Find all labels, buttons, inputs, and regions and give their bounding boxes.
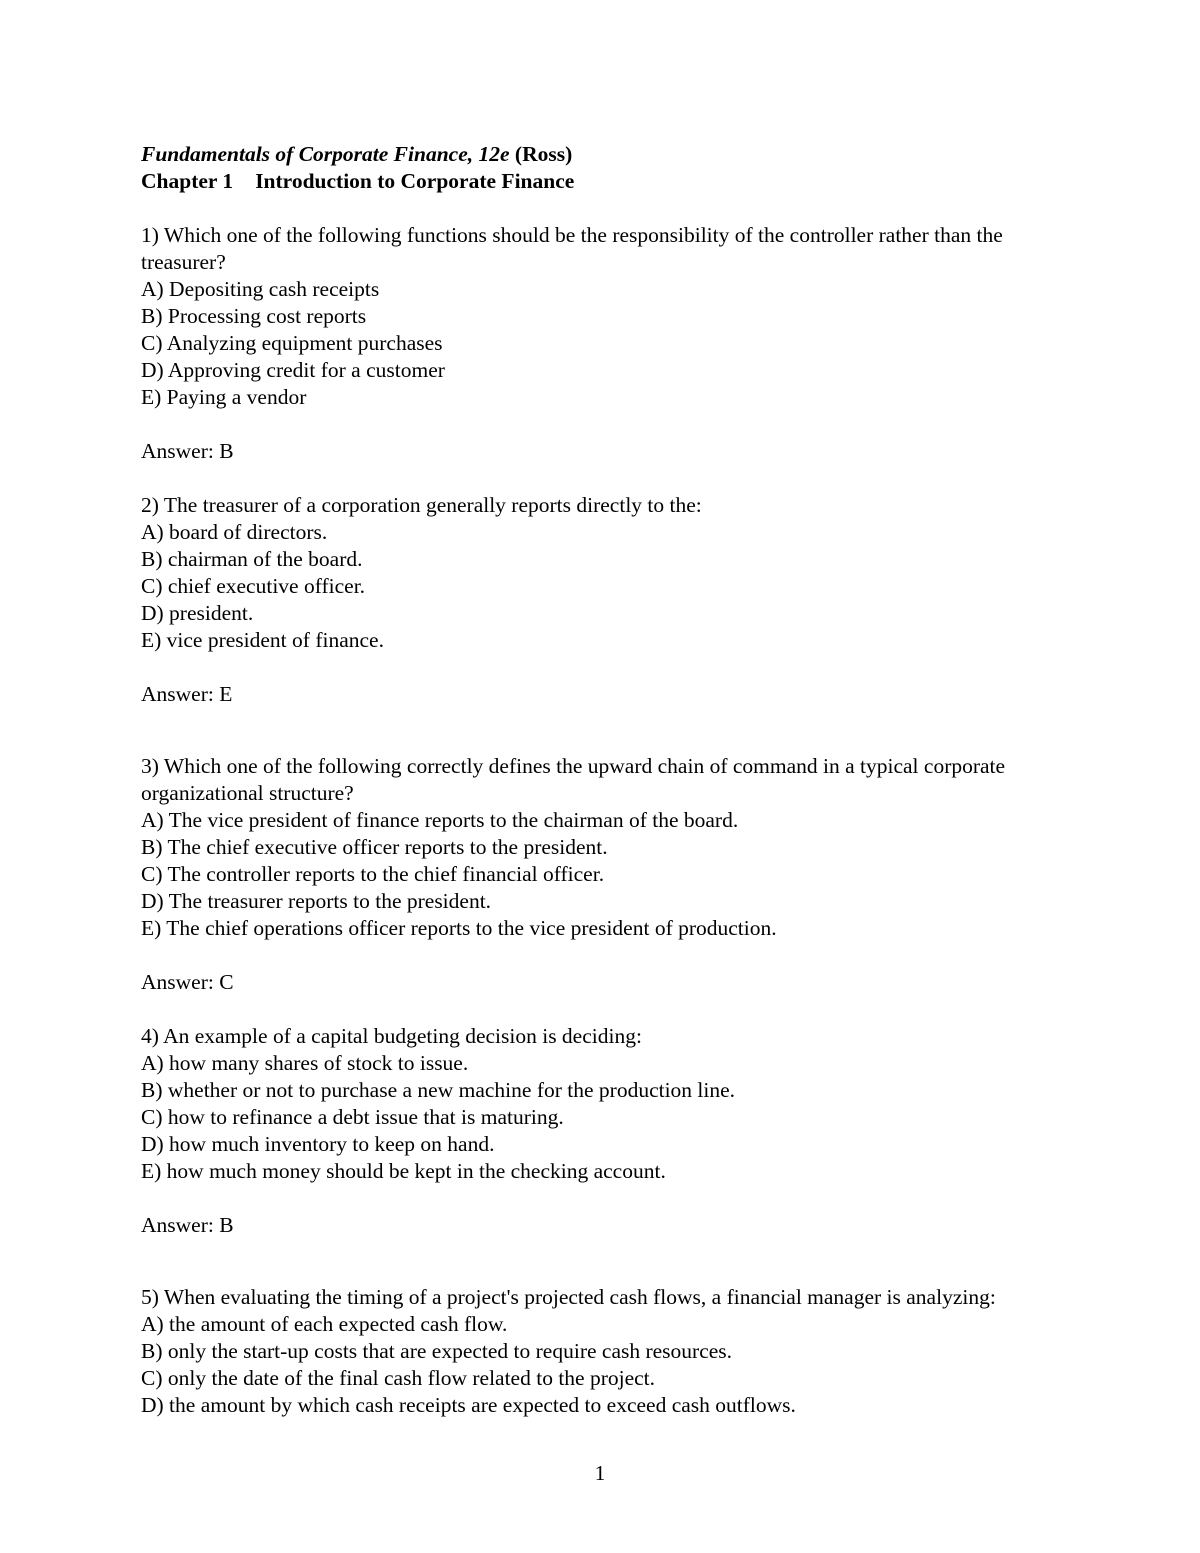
question-text: 2) The treasurer of a corporation generally reports directly to the: [141,493,702,517]
choice-d: D) Approving credit for a customer [141,358,445,382]
question-text: 4) An example of a capital budgeting decision is deciding: [141,1024,642,1048]
chapter-label: Chapter 1 [141,169,234,193]
question-text: 3) Which one of the following correctly defines the upward chain of command in a typical corporate organizational structure? [141,754,1006,805]
book-author: (Ross) [514,142,573,166]
choice-a: A) how many shares of stock to issue. [141,1051,469,1075]
book-title-line [141,141,1071,168]
choice-a: A) the amount of each expected cash flow. [141,1312,508,1336]
choice-e: E) Paying a vendor [141,385,307,409]
choice-e: E) The chief operations officer reports to the vice president of production. [141,916,777,940]
choice-b: B) only the start-up costs that are expected to require cash resources. [141,1339,733,1363]
choice-c: C) only the date of the final cash flow related to the project. [141,1366,656,1390]
page-content [141,141,1071,1419]
answer-line: Answer: E [141,682,233,706]
question-5 [141,1284,1071,1419]
choice-c: C) The controller reports to the chief financial officer. [141,862,605,886]
answer-line: Answer: C [141,970,234,994]
choice-e: E) how much money should be kept in the checking account. [141,1159,666,1183]
question-text: 1) Which one of the following functions should be the responsibility of the controller rather than the treasurer? [141,223,1003,274]
choice-d: D) president. [141,601,254,625]
page-number: 1 [594,1461,606,1485]
choice-d: D) The treasurer reports to the president. [141,889,492,913]
question-4 [141,1023,1071,1239]
book-title: Fundamentals of Corporate Finance, 12e [141,142,510,166]
chapter-heading [141,168,1071,195]
question-2 [141,492,1071,708]
choice-c: C) Analyzing equipment purchases [141,331,443,355]
question-1 [141,222,1071,465]
choice-c: C) chief executive officer. [141,574,366,598]
question-text: 5) When evaluating the timing of a project's projected cash flows, a financial manager is analyzing: [141,1285,996,1309]
choice-a: A) The vice president of finance reports to the chairman of the board. [141,808,739,832]
answer-line: Answer: B [141,439,234,463]
choice-b: B) Processing cost reports [141,304,367,328]
choice-c: C) how to refinance a debt issue that is maturing. [141,1105,564,1129]
choice-b: B) whether or not to purchase a new machine for the production line. [141,1078,736,1102]
choice-b: B) The chief executive officer reports to the president. [141,835,608,859]
choice-d: D) the amount by which cash receipts are expected to exceed cash outflows. [141,1393,796,1417]
answer-line: Answer: B [141,1213,234,1237]
choice-e: E) vice president of finance. [141,628,384,652]
chapter-title: Introduction to Corporate Finance [255,169,575,193]
choice-d: D) how much inventory to keep on hand. [141,1132,495,1156]
choice-a: A) Depositing cash receipts [141,277,380,301]
choice-b: B) chairman of the board. [141,547,363,571]
question-3 [141,753,1071,996]
choice-a: A) board of directors. [141,520,328,544]
